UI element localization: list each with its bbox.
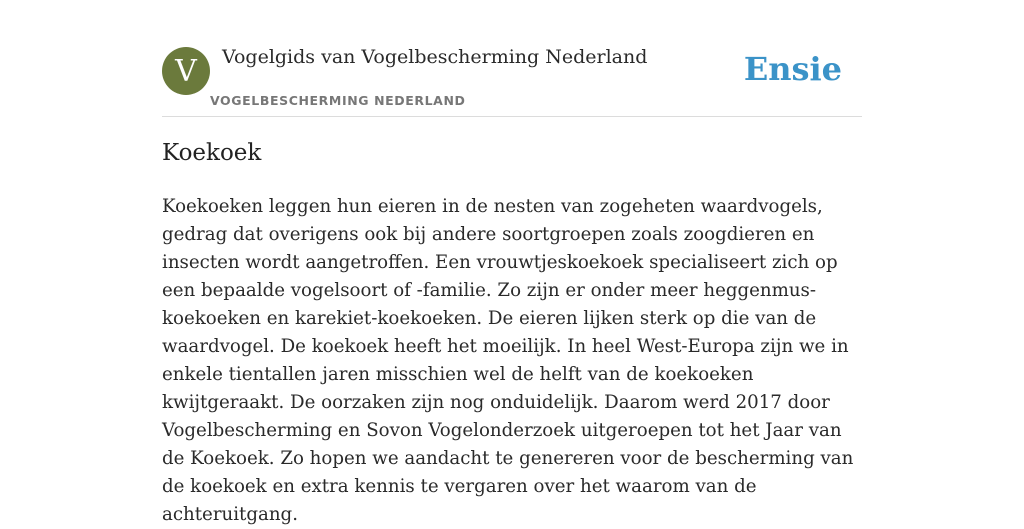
source-subtitle-link[interactable]: VOGELBESCHERMING NEDERLAND xyxy=(210,93,466,108)
ensie-logo[interactable]: Ensie xyxy=(743,50,842,88)
entry-title: Koekoek xyxy=(162,140,262,166)
entry-body: Koekoeken leggen hun eieren in de nesten van zogeheten waardvogels, gedrag dat overigens ook bij andere soortgroepen zoals zoogdieren en insecten wordt aangetroffen. Een vrouwtjeskoekoek specialiseert zich op een bepaalde vogelsoort of -familie. Zo zijn er onder meer heggenmus-koekoeken en karekiet-koekoeken. De eieren lijken sterk op die van de waardvogel. De koekoek heeft het moeilijk. In heel West-Europa zijn we in enkele tientallen jaren misschien wel de helft van de koekoeken kwijtgeraakt. De oorzaken zijn nog onduidelijk. Daarom werd 2017 door Vogelbescherming en Sovon Vogelonderzoek uitgeroepen tot het Jaar van de Koekoek. Zo hopen we aandacht te genereren voor de bescherming van de koekoek en extra kennis te vergaren over het waarom van de achteruitgang. xyxy=(162,196,854,525)
page-header xyxy=(162,0,862,117)
source-avatar[interactable]: V xyxy=(162,47,210,95)
source-title-link[interactable]: Vogelgids van Vogelbescherming Nederland xyxy=(222,46,648,68)
